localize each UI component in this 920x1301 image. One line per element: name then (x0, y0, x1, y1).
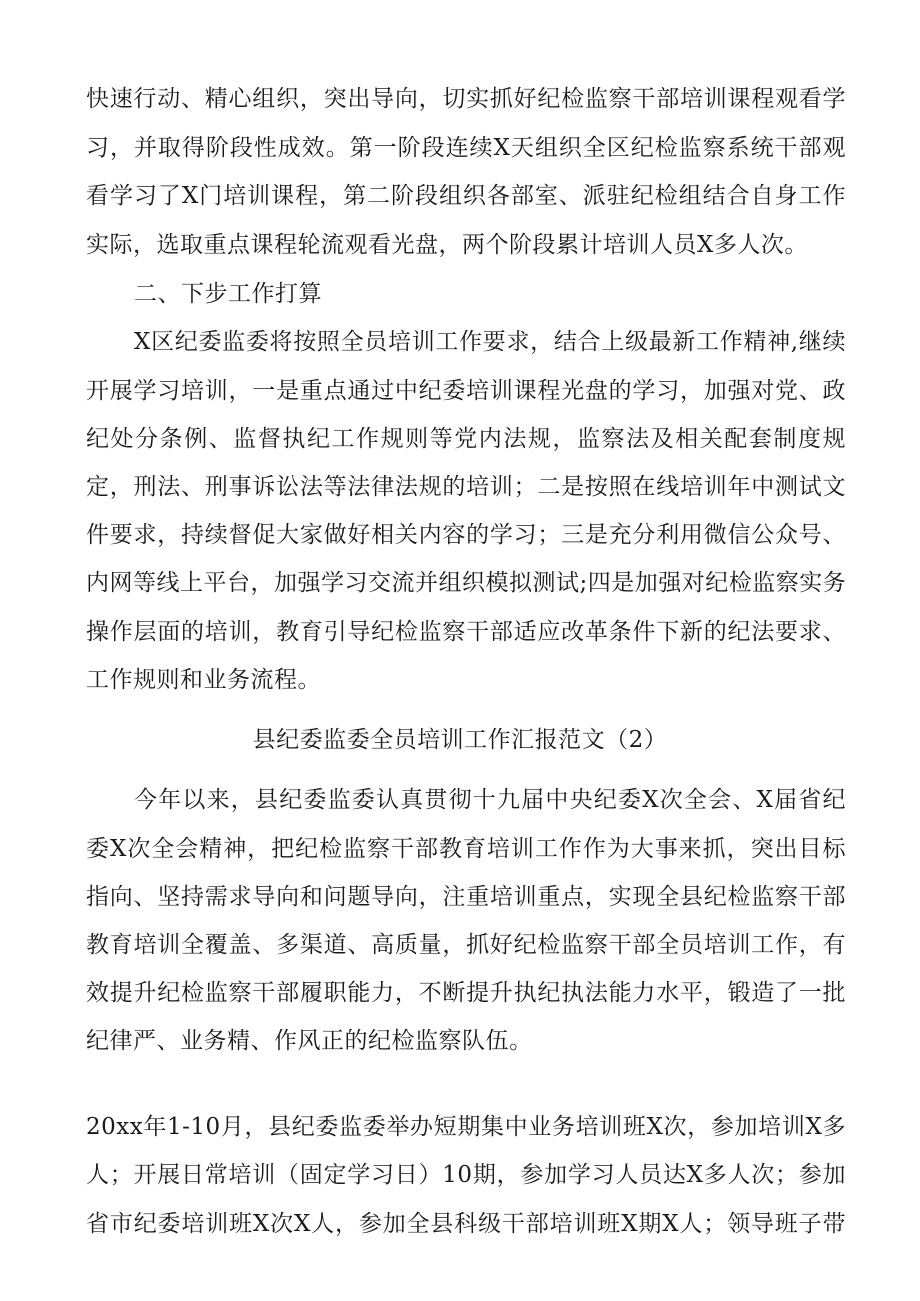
paragraph-line: 操作层面的培训，教育引导纪检监察干部适应改革条件下新的纪法要求、 (86, 619, 846, 645)
paragraph-line: 内网等线上平台，加强学习交流并组织模拟测试;四是加强对纪检监察实务 (86, 570, 847, 596)
paragraph-line: 20xx年1-10月，县纪委监委举办短期集中业务培训班X次，参加培训X多 (86, 1114, 846, 1140)
paragraph-line: 人；开展日常培训（固定学习日）10期，参加学习人员达X多人次；参加 (86, 1162, 846, 1188)
paragraph-line: 实际，选取重点课程轮流观看光盘，两个阶段累计培训人员X多人次。 (86, 232, 808, 258)
paragraph-line: X区纪委监委将按照全员培训工作要求，结合上级最新工作精神,继续 (134, 329, 846, 355)
paragraph-line: 指向、坚持需求导向和问题导向，注重培训重点，实现全县纪检监察干部 (86, 884, 846, 910)
paragraph-line: 委X次全会精神，把纪检监察干部教育培训工作作为大事来抓，突出目标 (86, 836, 846, 862)
paragraph-line: 效提升纪检监察干部履职能力，不断提升执纪执法能力水平，锻造了一批 (86, 980, 846, 1006)
paragraph-line: 件要求，持续督促大家做好相关内容的学习；三是充分利用微信公众号、 (86, 522, 846, 548)
paragraph-line: 教育培训全覆盖、多渠道、高质量，抓好纪检监察干部全员培训工作，有 (86, 932, 846, 958)
paragraph-line: 纪处分条例、监督执纪工作规则等党内法规，监察法及相关配套制度规 (86, 426, 846, 452)
paragraph-line: 工作规则和业务流程。 (86, 667, 321, 693)
paragraph-line: 定，刑法、刑事诉讼法等法律法规的培训；二是按照在线培训年中测试文 (86, 474, 846, 500)
paragraph-line: 快速行动、精心组织，突出导向，切实抓好纪检监察干部培训课程观看学 (86, 86, 846, 112)
paragraph-line: 纪律严、业务精、作风正的纪检监察队伍。 (86, 1028, 533, 1054)
paragraph-line: 今年以来，县纪委监委认真贯彻十九届中央纪委X次全会、X届省纪 (134, 787, 846, 813)
paragraph-line: 看学习了X门培训课程，第二阶段组织各部室、派驻纪检组结合自身工作 (86, 183, 846, 209)
paragraph-line: 开展学习培训，一是重点通过中纪委培训课程光盘的学习，加强对党、政 (86, 378, 846, 404)
document-title: 县纪委监委全员培训工作汇报范文（2） (252, 727, 668, 753)
paragraph-line: 省市纪委培训班X次X人，参加全县科级干部培训班X期X人；领导班子带 (86, 1211, 846, 1237)
section-heading: 二、下步工作打算 (134, 281, 322, 307)
paragraph-line: 习，并取得阶段性成效。第一阶段连续X天组织全区纪检监察系统干部观 (86, 135, 846, 161)
